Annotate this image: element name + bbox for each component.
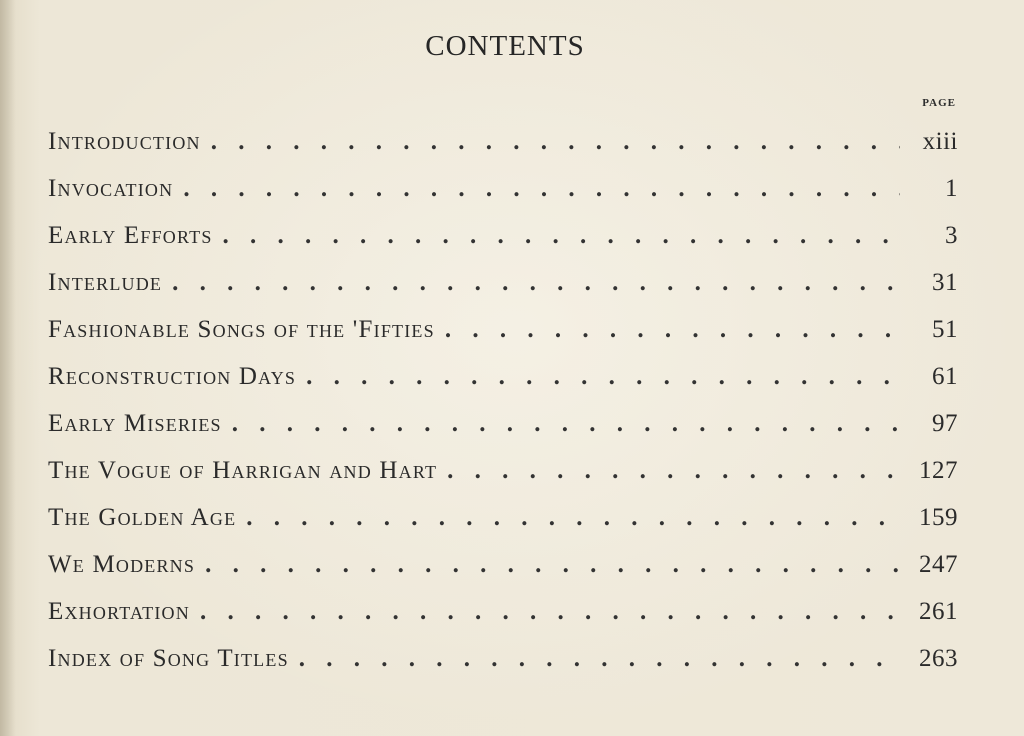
toc-entry-interlude [48,269,958,316]
entry-page-number: 263 [919,645,958,672]
spine-shadow [0,0,16,736]
page-column-label: PAGE [922,97,956,109]
entry-title: The Golden Age [48,504,237,531]
toc-entry-golden-age [48,504,958,551]
entry-title: Exhortation [48,598,190,625]
entry-page-number: 127 [919,457,958,484]
contents-heading: CONTENTS [425,30,585,62]
entry-title: Fashionable Songs of the 'Fifties [48,316,435,343]
entry-title: Introduction [48,128,201,155]
entry-page-number: xiii [922,128,958,155]
dot-leader [299,645,900,673]
entry-page-number: 31 [932,269,958,296]
toc-entry-we-moderns [48,551,958,598]
entry-title: The Vogue of Harrigan and Hart [48,457,438,484]
entry-page-number: 159 [919,504,958,531]
entry-title: Invocation [48,175,174,202]
dot-leader [306,363,900,391]
dot-leader [232,410,900,438]
entry-page-number: 1 [945,175,958,202]
entry-page-number: 97 [932,410,958,437]
table-of-contents [48,128,958,692]
entry-title: We Moderns [48,551,196,578]
entry-page-number: 3 [945,222,958,249]
entry-title: Reconstruction Days [48,363,297,390]
entry-page-number: 51 [932,316,958,343]
dot-leader [205,551,900,579]
toc-entry-fashionable-songs [48,316,958,363]
toc-entry-index-of-song-titles [48,645,958,692]
toc-entry-reconstruction-days [48,363,958,410]
toc-entry-introduction [48,128,958,175]
dot-leader [183,175,900,203]
entry-title: Index of Song Titles [48,645,289,672]
entry-page-number: 61 [932,363,958,390]
toc-entry-early-efforts [48,222,958,269]
entry-page-number: 261 [919,598,958,625]
toc-entry-exhortation [48,598,958,645]
dot-leader [445,316,900,344]
entry-title: Interlude [48,269,163,296]
dot-leader [172,269,900,297]
toc-entry-invocation [48,175,958,222]
entry-page-number: 247 [919,551,958,578]
dot-leader [223,222,900,250]
toc-entry-harrigan-and-hart [48,457,958,504]
dot-leader [246,504,900,532]
toc-entry-early-miseries [48,410,958,457]
dot-leader [200,598,900,626]
entry-title: Early Efforts [48,222,213,249]
dot-leader [211,128,900,156]
dot-leader [447,457,900,485]
entry-title: Early Miseries [48,410,222,437]
